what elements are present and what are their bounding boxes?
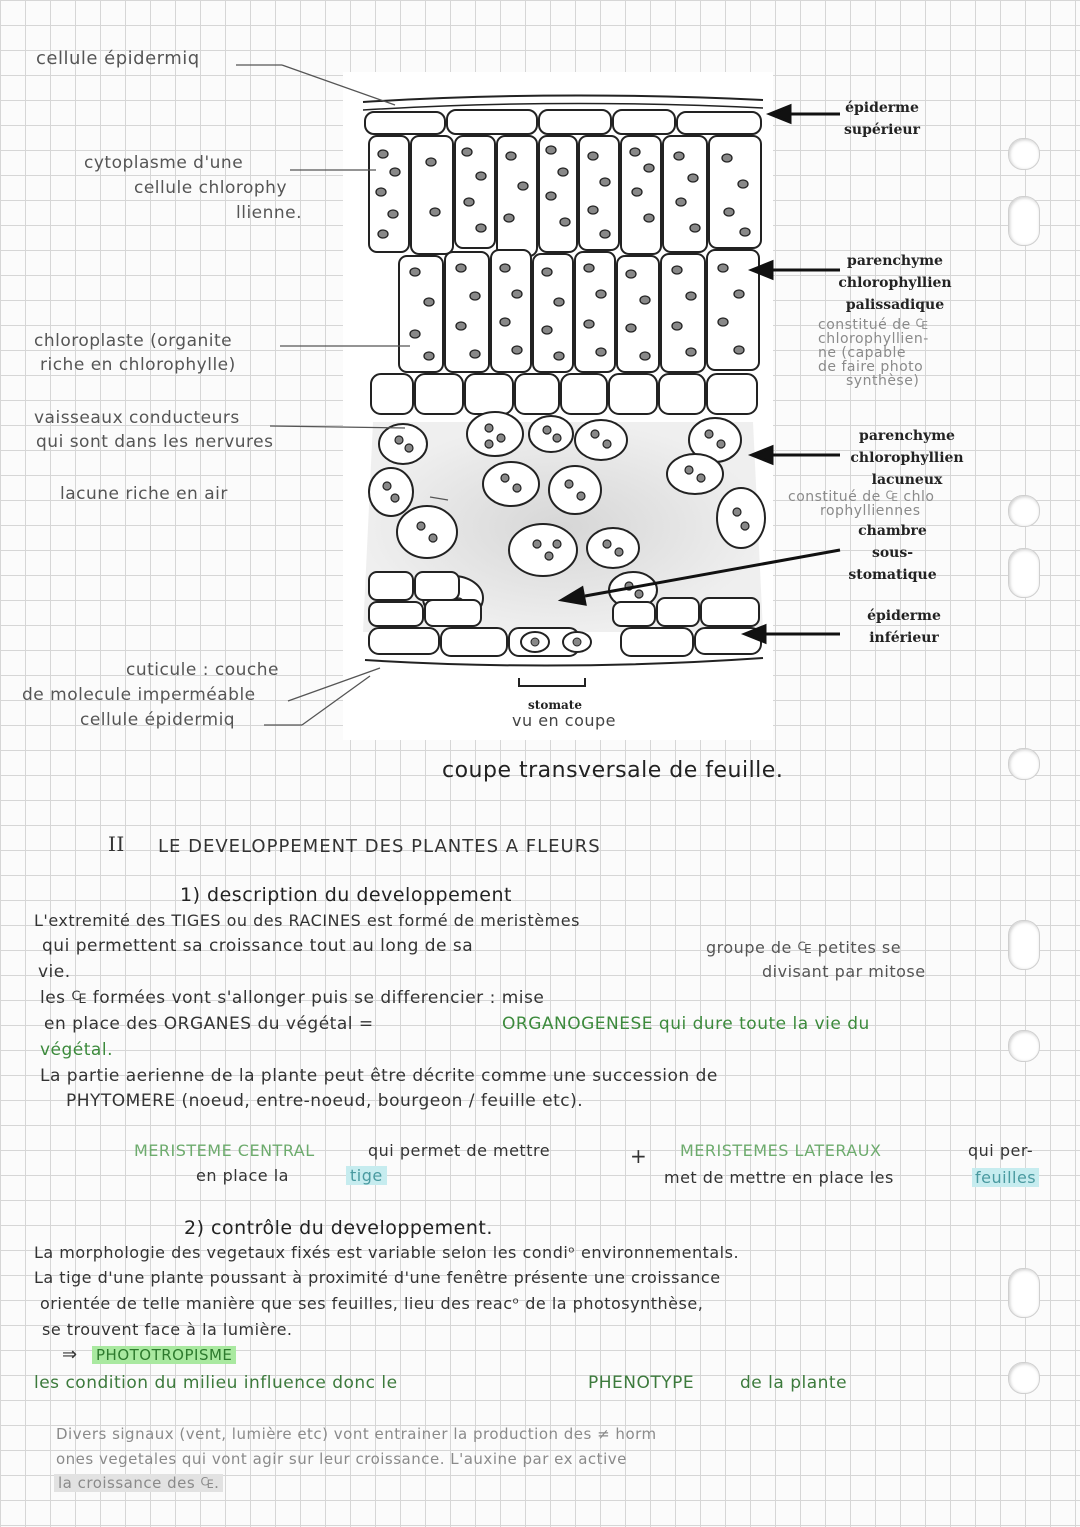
note-palissadique-line4: de faire photo bbox=[818, 359, 924, 375]
label-chambre-sous-stomatique bbox=[830, 520, 955, 586]
label-chloroplaste-line2: riche en chlorophylle) bbox=[40, 355, 236, 375]
note-palissadique bbox=[818, 318, 929, 388]
part1-line4: les ₠ formées vont s'allonger puis se differencier : mise bbox=[40, 988, 545, 1008]
part2-phenotype: PHENOTYPE bbox=[588, 1373, 695, 1393]
meristeme-central-label: MERISTEME CENTRAL bbox=[134, 1141, 315, 1160]
label-epiderme-superieur-line1: épiderme bbox=[845, 100, 919, 116]
note-palissadique-line1: constitué de ₠ bbox=[818, 317, 929, 333]
note-lacuneux bbox=[788, 490, 934, 518]
part1-organogenese: ORGANOGENESE qui dure toute la vie du bbox=[502, 1014, 870, 1034]
part1-line6: végétal. bbox=[40, 1040, 113, 1060]
label-lacuneux-line3: lacuneux bbox=[871, 472, 943, 488]
label-epiderme-superieur-line2: supérieur bbox=[844, 122, 920, 138]
note-stomate-vu-en-coupe: vu en coupe bbox=[512, 711, 616, 730]
label-epiderme-inferieur-line2: inférieur bbox=[869, 630, 939, 646]
part2-heading: 2) contrôle du developpement. bbox=[184, 1217, 493, 1239]
label-epiderme-superieur bbox=[832, 97, 932, 141]
label-palissadique-line3: palissadique bbox=[845, 297, 945, 313]
meristeme-central-text2: en place la bbox=[196, 1166, 289, 1185]
part2-line3: orientée de telle manière que ses feuilles, lieu des reacᵒ de la photosynthèse, bbox=[40, 1294, 704, 1313]
label-cytoplasme-line2: cellule chlorophy bbox=[134, 178, 287, 198]
label-lacune: lacune riche en air bbox=[60, 484, 228, 504]
label-palissadique-line2: chlorophyllien bbox=[838, 275, 952, 291]
label-parenchyme-palissadique bbox=[830, 250, 960, 316]
label-vaisseaux-line2: qui sont dans les nervures bbox=[36, 432, 274, 452]
section-number: II bbox=[108, 832, 125, 856]
part2-line7: ones vegetales qui vont agir sur leur croissance. L'auxine par ex active bbox=[56, 1450, 627, 1468]
section-title: LE DEVELOPPEMENT DES PLANTES A FLEURS bbox=[158, 836, 601, 857]
highlight-feuilles: feuilles bbox=[972, 1168, 1039, 1187]
part2-line4: se trouvent face à la lumière. bbox=[42, 1320, 293, 1339]
meristeme-central-text: qui permet de mettre bbox=[368, 1141, 551, 1160]
part1-aside-line1: groupe de ₠ petites se bbox=[706, 938, 902, 957]
label-vaisseaux-line1: vaisseaux conducteurs bbox=[34, 408, 240, 428]
part1-line7: La partie aerienne de la plante peut être décrite comme une succession de bbox=[40, 1066, 718, 1086]
label-palissadique-line1: parenchyme bbox=[847, 253, 943, 269]
diagram-caption: coupe transversale de feuille. bbox=[442, 758, 784, 783]
label-cellule-epidermique-bottom: cellule épidermiq bbox=[80, 710, 236, 730]
note-palissadique-line5: synthèse) bbox=[846, 373, 920, 389]
label-chloroplaste-line1: chloroplaste (organite bbox=[34, 331, 233, 351]
meristemes-lateraux-label: MERISTEMES LATERAUX bbox=[680, 1141, 882, 1160]
label-parenchyme-lacuneux bbox=[842, 425, 972, 491]
label-cellule-epidermique-top: cellule épidermiq bbox=[36, 48, 200, 69]
note-lacuneux-line2: rophylliennes bbox=[820, 503, 921, 519]
highlight-tige: tige bbox=[346, 1166, 387, 1185]
note-palissadique-line2: chlorophyllien- bbox=[818, 331, 929, 347]
part2-line6: Divers signaux (vent, lumière etc) vont entrainer la production des ≠ horm bbox=[56, 1425, 657, 1443]
plus-sign: + bbox=[630, 1144, 648, 1168]
meristemes-lateraux-text: qui per- bbox=[968, 1141, 1034, 1160]
note-lacuneux-line1: constitué de ₠ chlo bbox=[788, 489, 935, 505]
label-cytoplasme-line3: llienne. bbox=[236, 203, 303, 223]
part2-line1: La morphologie des vegetaux fixés est variable selon les condiᵒ environnementals. bbox=[34, 1243, 740, 1262]
part1-line2: qui permettent sa croissance tout au long de sa bbox=[42, 936, 474, 956]
label-lacuneux-line1: parenchyme bbox=[859, 428, 955, 444]
label-cuticule-line2: de molecule imperméable bbox=[22, 685, 256, 705]
part1-line5a: en place des ORGANES du végétal = bbox=[44, 1014, 374, 1034]
meristemes-lateraux-text2: met de mettre en place les bbox=[664, 1168, 894, 1187]
arrow-implies: ⇒ bbox=[62, 1344, 78, 1365]
part1-aside-line2: divisant par mitose bbox=[762, 962, 926, 981]
label-stomate: stomate bbox=[528, 698, 582, 712]
label-chambre-line2: sous-stomatique bbox=[848, 545, 937, 583]
highlight-phototropisme: PHOTOTROPISME bbox=[92, 1346, 236, 1364]
label-cuticule-line1: cuticule : couche bbox=[126, 660, 279, 680]
label-lacuneux-line2: chlorophyllien bbox=[850, 450, 964, 466]
part2-line8: la croissance des ₠. bbox=[54, 1474, 223, 1492]
note-palissadique-line3: ne (capable bbox=[818, 345, 907, 361]
label-chambre-line1: chambre bbox=[858, 523, 927, 539]
part2-line5a: les condition du milieu influence donc le bbox=[34, 1373, 398, 1393]
label-epiderme-inferieur bbox=[854, 605, 954, 649]
part1-heading: 1) description du developpement bbox=[180, 884, 512, 906]
label-epiderme-inferieur-line1: épiderme bbox=[867, 608, 941, 624]
part2-line5c: de la plante bbox=[740, 1373, 848, 1393]
label-cytoplasme-line1: cytoplasme d'une bbox=[84, 153, 244, 173]
part2-line2: La tige d'une plante poussant à proximité d'une fenêtre présente une croissance bbox=[34, 1268, 721, 1287]
part1-line1: L'extremité des TIGES ou des RACINES est formé de meristèmes bbox=[34, 911, 580, 930]
part1-line8: PHYTOMERE (noeud, entre-noeud, bourgeon / feuille etc). bbox=[66, 1091, 584, 1111]
part1-line3: vie. bbox=[38, 962, 71, 982]
